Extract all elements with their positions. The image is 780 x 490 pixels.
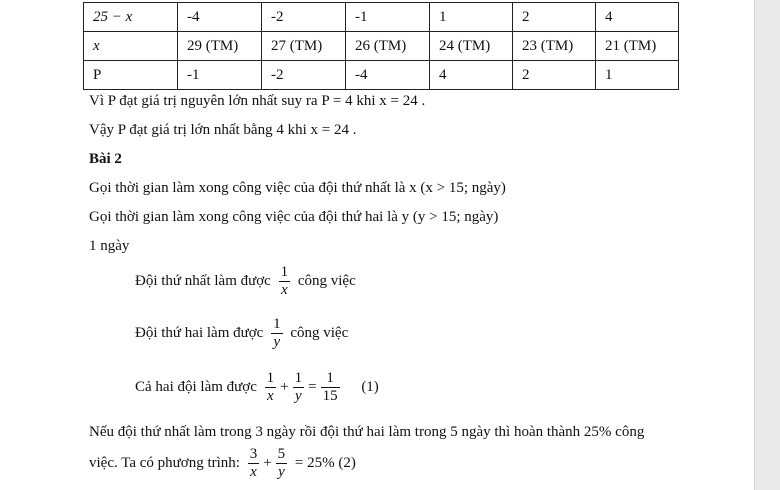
eq-text: công việc — [290, 325, 349, 341]
equation-team2 — [135, 316, 348, 351]
equation-two — [89, 446, 356, 481]
table-cell: -4 — [346, 61, 430, 90]
table-cell: -4 — [178, 3, 262, 32]
table-cell: -2 — [262, 61, 346, 90]
numerator: 3 — [249, 446, 258, 462]
row-head: x — [84, 32, 178, 61]
eq-text: công việc — [297, 273, 356, 289]
text-line-conclusion-2: Vậy P đạt giá trị lớn nhất bằng 4 khi x = 24 . — [89, 122, 357, 138]
section-heading: Bài 2 — [89, 151, 122, 167]
text-line-one-day: 1 ngày — [89, 238, 130, 254]
table-cell: 2 — [513, 3, 596, 32]
values-table — [83, 2, 679, 90]
fraction — [279, 264, 291, 299]
table-cell: 27 (TM) — [262, 32, 346, 61]
page-gutter — [754, 0, 780, 490]
table-cell: -1 — [346, 3, 430, 32]
table-cell: 26 (TM) — [346, 32, 430, 61]
fraction — [248, 446, 260, 481]
denominator: x — [250, 464, 257, 480]
numerator: 1 — [280, 264, 289, 280]
eq-text: việc. Ta có phương trình: — [89, 455, 240, 471]
plus-sign: + — [280, 379, 289, 395]
table-row — [84, 32, 679, 61]
fraction — [293, 370, 305, 405]
table-cell: -2 — [262, 3, 346, 32]
denominator: x — [281, 282, 288, 298]
fraction — [265, 370, 277, 405]
table-cell: 23 (TM) — [513, 32, 596, 61]
fraction — [321, 370, 340, 405]
table-row — [84, 61, 679, 90]
numerator: 1 — [266, 370, 275, 386]
fraction — [276, 446, 288, 481]
numerator: 1 — [294, 370, 303, 386]
table-cell: 4 — [596, 3, 679, 32]
fraction — [271, 316, 283, 351]
table-cell: 2 — [513, 61, 596, 90]
numerator: 1 — [273, 316, 281, 332]
denominator: x — [267, 388, 274, 404]
table-cell: -1 — [178, 61, 262, 90]
row-head: 25 − x — [84, 3, 178, 32]
row-head: P — [84, 61, 178, 90]
numerator: 1 — [326, 370, 334, 386]
text-line-conclusion-1: Vì P đạt giá trị nguyên lớn nhất suy ra P = 4 khi x = 24 . — [89, 93, 426, 109]
table-cell: 1 — [430, 3, 513, 32]
eq-text: Cả hai đội làm được — [135, 379, 257, 395]
denominator: y — [273, 334, 281, 350]
table-row — [84, 3, 679, 32]
numerator: 5 — [277, 446, 286, 462]
table-cell: 4 — [430, 61, 513, 90]
equation-tag: (1) — [361, 379, 379, 395]
denominator: y — [295, 388, 302, 404]
eq-text: Đội thứ nhất làm được — [135, 273, 271, 289]
text-line-team1: Gọi thời gian làm xong công việc của đội thứ nhất là x (x > 15; ngày) — [89, 180, 506, 196]
table-cell: 24 (TM) — [430, 32, 513, 61]
table-cell: 1 — [596, 61, 679, 90]
plus-sign: + — [263, 455, 272, 471]
equation-both — [135, 370, 379, 405]
table-cell: 21 (TM) — [596, 32, 679, 61]
eq-text: = 25% (2) — [294, 455, 356, 471]
equation-team1 — [135, 264, 356, 299]
equals-sign: = — [308, 379, 317, 395]
denominator: 15 — [322, 388, 338, 404]
denominator: y — [278, 464, 285, 480]
text-line-team2: Gọi thời gian làm xong công việc của đội thứ hai là y (y > 15; ngày) — [89, 209, 499, 225]
text-line-condition: Nếu đội thứ nhất làm trong 3 ngày rồi đội thứ hai làm trong 5 ngày thì hoàn thành 25% công — [89, 424, 645, 440]
table-cell: 29 (TM) — [178, 32, 262, 61]
eq-text: Đội thứ hai làm được — [135, 325, 264, 341]
